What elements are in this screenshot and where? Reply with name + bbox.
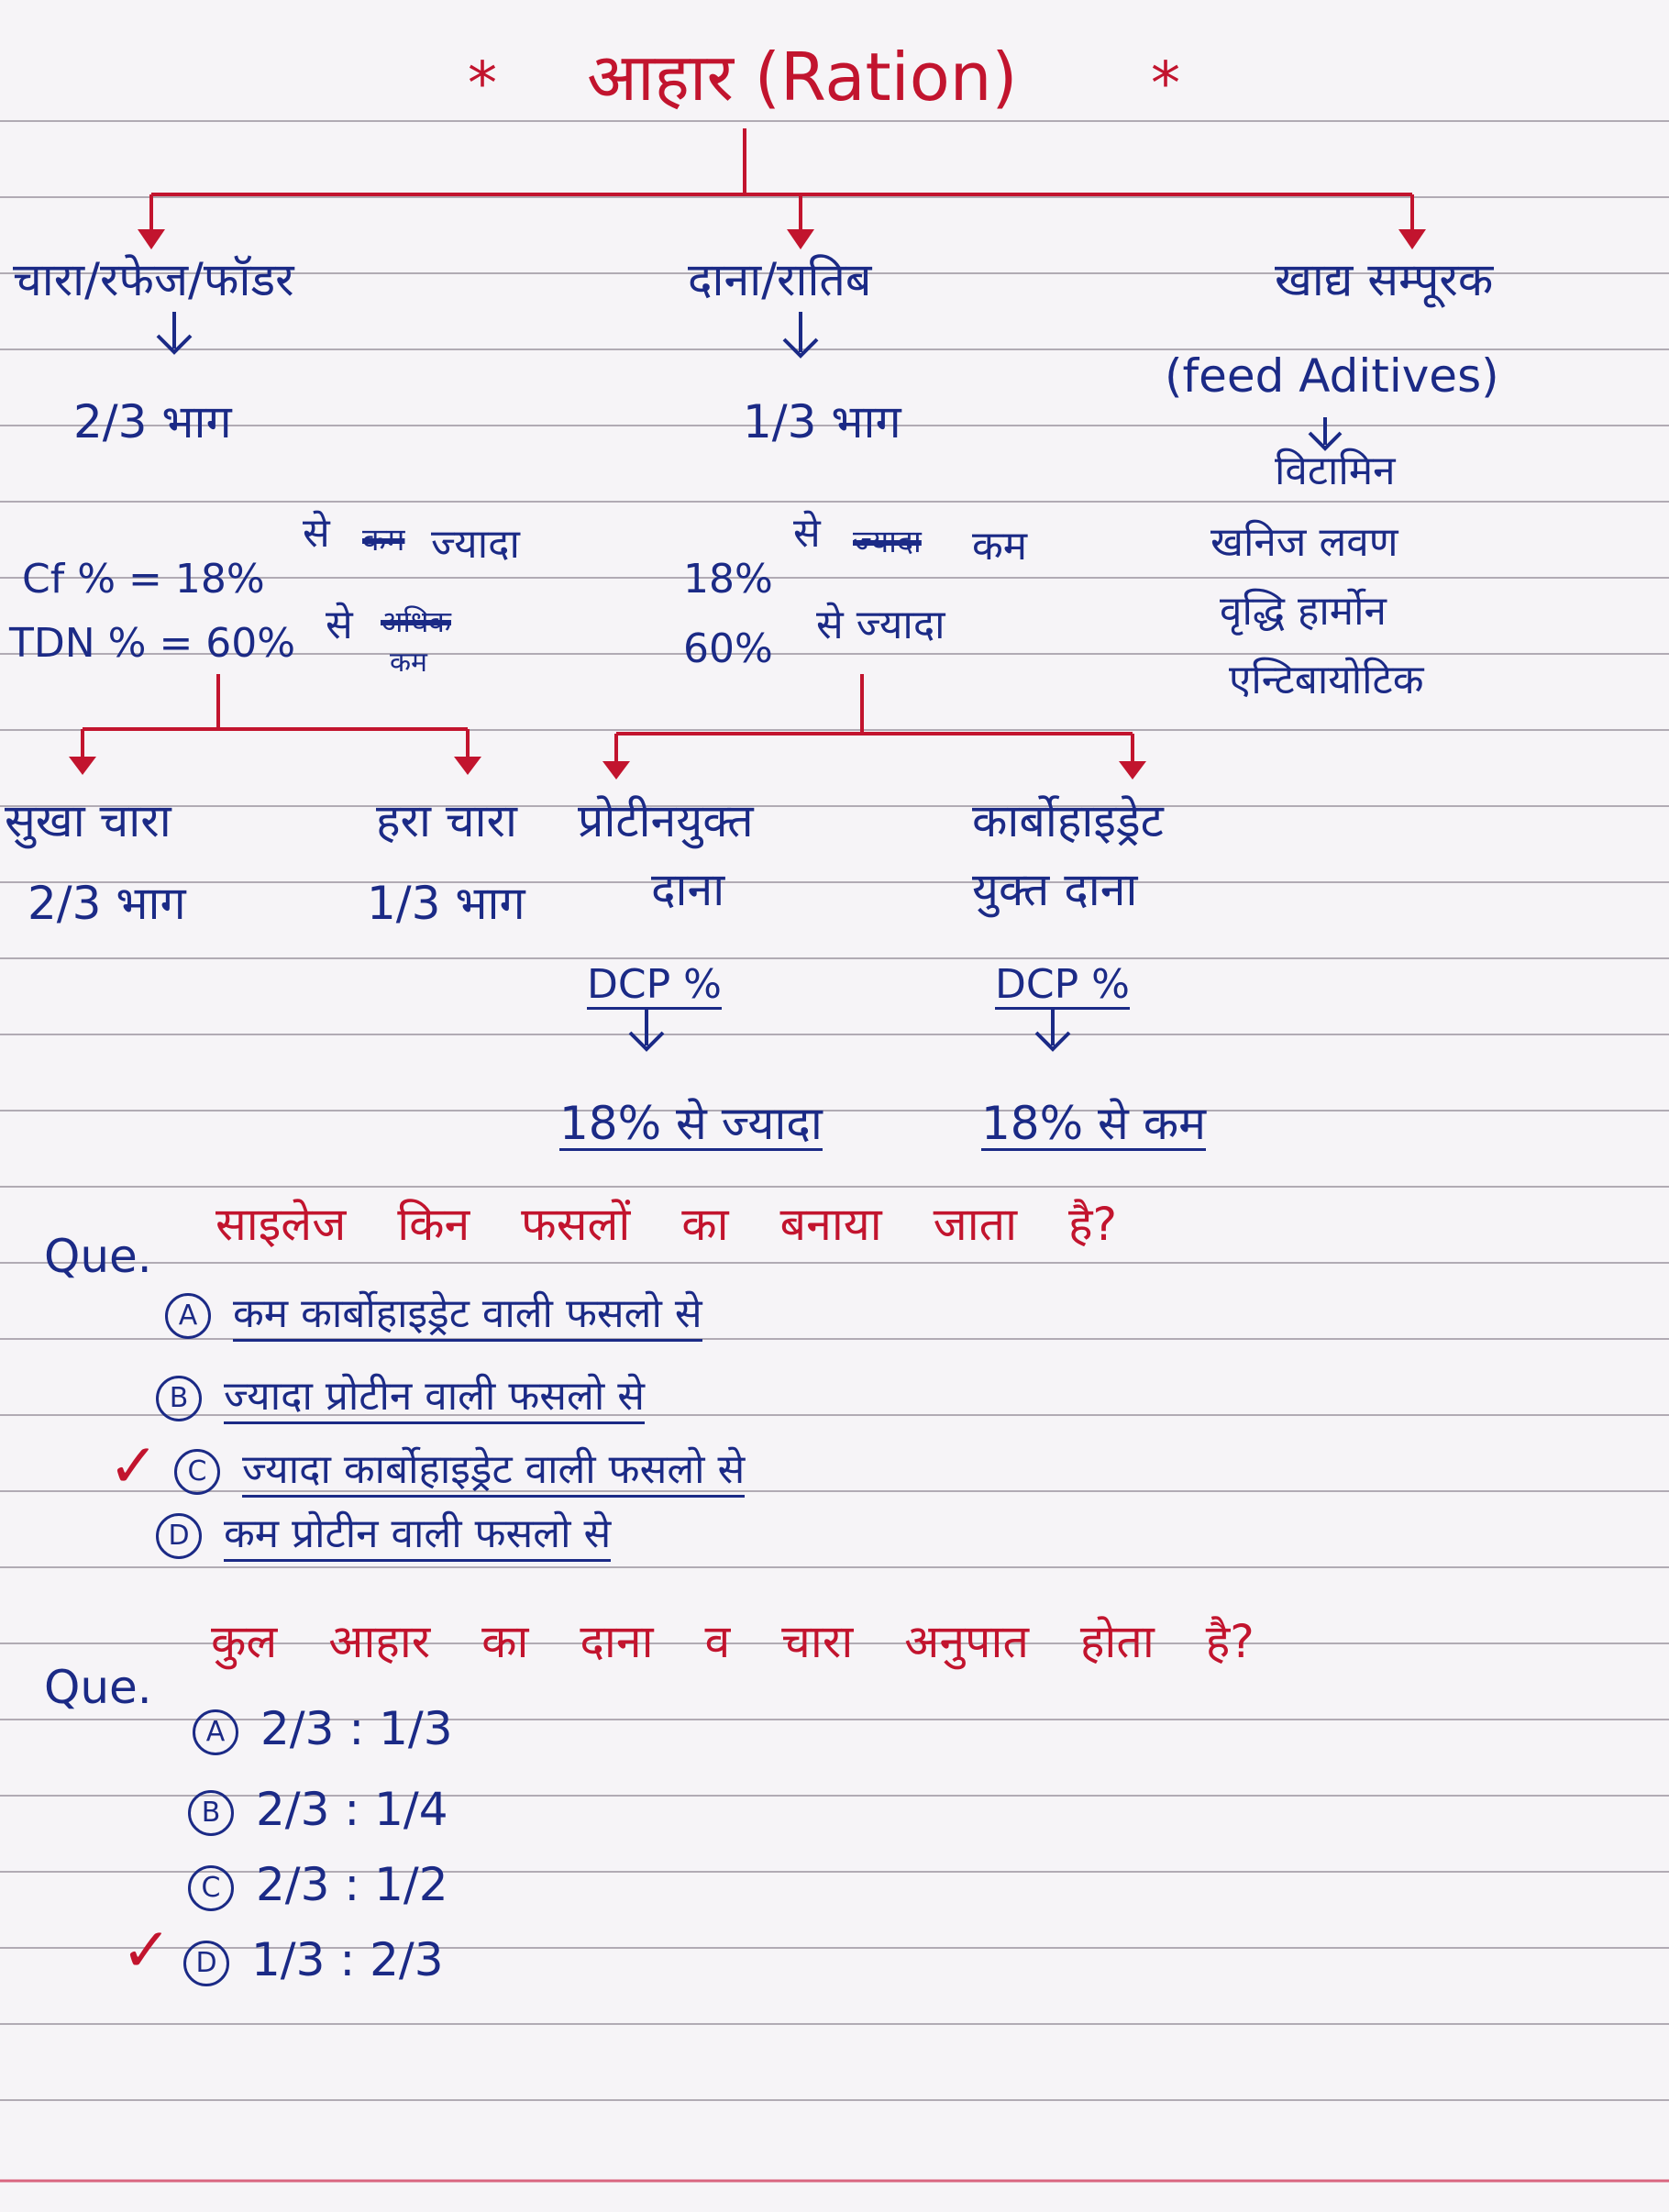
option-letter-d: D xyxy=(156,1513,202,1559)
additives-label: खाद्य सम्पूरक xyxy=(1275,253,1494,306)
concentrate-portion: 1/3 भाग xyxy=(743,395,901,448)
concentrate-cf-note: से xyxy=(793,510,821,557)
q2-marker: Que. xyxy=(44,1661,152,1714)
q2-option-a xyxy=(193,1702,453,1755)
protein-dcp: DCP % xyxy=(587,961,722,1008)
q1-marker: Que. xyxy=(44,1230,152,1283)
concentrate-cf-word: कम xyxy=(972,523,1028,570)
q1-option-b-text: ज्यादा प्रोटीन वाली फसलो से xyxy=(224,1373,645,1424)
option-letter-b: B xyxy=(188,1790,234,1836)
carb-grain-label: कार्बोहाइड्रेट xyxy=(972,794,1164,847)
q1-option-c xyxy=(174,1446,746,1495)
additive-item: एन्टिबायोटिक xyxy=(1229,657,1424,703)
q1-option-b xyxy=(156,1373,645,1421)
q1-correct-tick-icon: ✓ xyxy=(108,1431,160,1501)
carb-dcp: DCP % xyxy=(995,961,1130,1008)
roughage-tdn-word: कम xyxy=(390,647,427,679)
carb-dcp-value: 18% से कम xyxy=(981,1097,1207,1150)
q2-option-a-text: 2/3 : 1/3 xyxy=(260,1702,453,1755)
roughage-tdn-note: से xyxy=(326,602,353,648)
option-letter-c: C xyxy=(174,1449,220,1495)
additives-english: (feed Aditives) xyxy=(1165,349,1499,403)
q1-option-d-text: कम प्रोटीन वाली फसलो से xyxy=(224,1510,611,1562)
concentrate-cf-struck: ज्यादा xyxy=(853,524,922,560)
q2-option-c-text: 2/3 : 1/2 xyxy=(256,1858,448,1911)
roughage-cf-struck: कम xyxy=(362,522,405,559)
option-letter-d: D xyxy=(183,1941,229,1986)
option-letter-a: A xyxy=(165,1293,211,1339)
concentrate-tdn: 60% xyxy=(683,625,773,672)
concentrate-cf: 18% xyxy=(683,556,773,603)
dry-fodder-portion: 2/3 भाग xyxy=(28,877,186,930)
additive-item: विटामिन xyxy=(1275,448,1396,494)
q2-option-c xyxy=(188,1858,448,1911)
option-letter-b: B xyxy=(156,1376,202,1421)
protein-dcp-value: 18% से ज्यादा xyxy=(559,1097,823,1150)
carb-grain-label-2: युक्त दाना xyxy=(972,863,1138,916)
roughage-cf-note: से xyxy=(303,510,330,557)
q2-correct-tick-icon: ✓ xyxy=(121,1915,172,1985)
roughage-tdn: TDN % = 60% xyxy=(9,620,296,667)
roughage-portion: 2/3 भाग xyxy=(73,395,232,448)
dry-fodder-label: सुखा चारा xyxy=(5,794,171,847)
q2-option-d xyxy=(183,1933,444,1986)
concentrate-tdn-note: से ज्यादा xyxy=(816,602,945,648)
q1-option-a xyxy=(165,1290,702,1339)
q2-question: कुल आहार का दाना व चारा अनुपात होता है? xyxy=(211,1615,1255,1668)
additive-item: खनिज लवण xyxy=(1210,519,1398,566)
green-fodder-label: हरा चारा xyxy=(376,794,517,847)
page-title: आहार (Ration) xyxy=(587,39,1018,116)
roughage-cf: Cf % = 18% xyxy=(22,556,265,603)
title-star-right: * xyxy=(1151,50,1180,118)
q1-question: साइलेज किन फसलों का बनाया जाता है? xyxy=(216,1198,1118,1251)
q2-option-b-text: 2/3 : 1/4 xyxy=(256,1783,448,1836)
q2-option-b xyxy=(188,1783,448,1836)
option-letter-a: A xyxy=(193,1709,238,1755)
protein-grain-label: प्रोटीनयुक्त xyxy=(578,794,754,847)
option-letter-c: C xyxy=(188,1865,234,1911)
concentrate-label: दाना/रातिब xyxy=(688,253,872,306)
green-fodder-portion: 1/3 भाग xyxy=(367,877,525,930)
q1-option-d xyxy=(156,1510,612,1559)
q2-option-d-text: 1/3 : 2/3 xyxy=(251,1933,444,1986)
additive-item: वृद्धि हार्मोन xyxy=(1220,588,1387,635)
q1-option-c-text: ज्यादा कार्बोहाइड्रेट वाली फसलो से xyxy=(242,1446,745,1498)
roughage-tdn-struck: अधिक xyxy=(381,604,451,639)
roughage-cf-word: ज्यादा xyxy=(431,521,520,568)
protein-grain-label-2: दाना xyxy=(651,863,725,916)
q1-option-a-text: कम कार्बोहाइड्रेट वाली फसलो से xyxy=(233,1290,702,1342)
title-star-left: * xyxy=(468,50,497,118)
roughage-label: चारा/रफेज/फॉडर xyxy=(13,253,294,306)
